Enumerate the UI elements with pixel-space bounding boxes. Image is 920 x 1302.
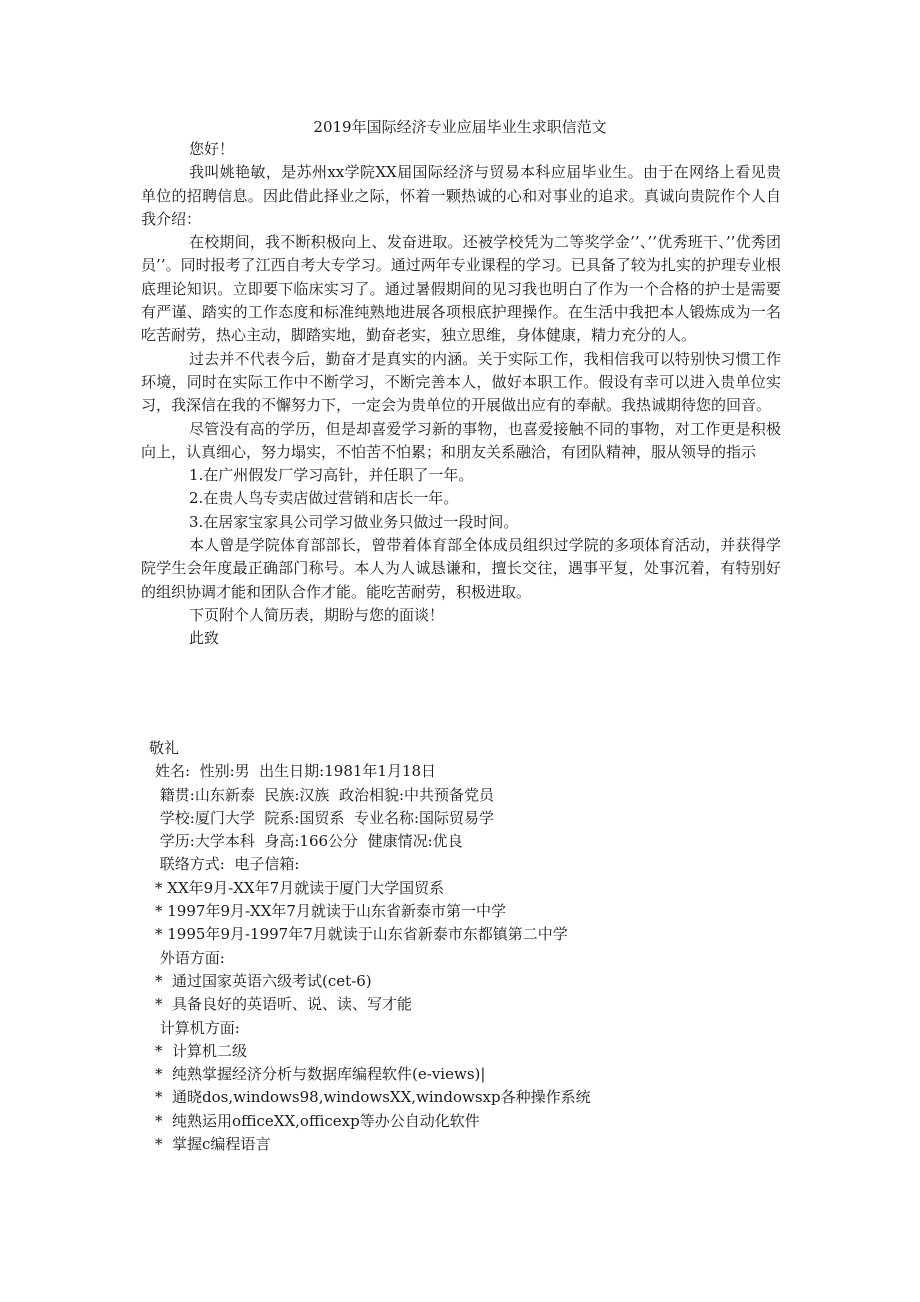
paragraph-intro: 我叫姚艳敏，是苏州xx学院XX届国际经济与贸易本科应届毕业生。由于在网络上看见贵单位的招聘信息。因此借此择业之际，怀着一颗热诚的心和对事业的追求。真诚向贵院作个人自我介绍： — [141, 163, 781, 228]
info-row: * 掌握c编程语言 — [155, 1135, 271, 1154]
info-row: 学校:厦门大学 院系:国贸系 专业名称:国际贸易学 — [155, 808, 495, 827]
experience-item: 1.在广州假发厂学习高针，并任职了一年。 — [189, 466, 474, 485]
info-row: * 通晓dos,windows98,windowsXX,windowsxp各种操作系统 — [155, 1088, 591, 1107]
resume-info — [149, 737, 591, 1156]
document-title: 2019年国际经济专业应届毕业生求职信范文 — [313, 118, 607, 136]
info-row: * 计算机二级 — [155, 1041, 248, 1060]
info-row: * 纯熟掌握经济分析与数据库编程软件(e-views)| — [155, 1065, 486, 1084]
info-row: * 具备良好的英语听、说、读、写才能 — [155, 995, 413, 1014]
greeting: 您好！ — [189, 140, 235, 158]
info-row: 学历:大学本科 身高:166公分 健康情况:优良 — [155, 832, 463, 851]
info-row: 计算机方面: — [155, 1018, 240, 1037]
info-row: * 1995年9月-1997年7月就读于山东省新泰市东都镇第二中学 — [155, 925, 568, 944]
sign-off-1: 此致 — [189, 629, 220, 648]
info-row: 姓名: 性别:男 出生日期:1981年1月18日 — [155, 762, 437, 781]
info-row: 外语方面: — [155, 948, 225, 967]
paragraph-closing: 本人曾是学院体育部部长，曾带着体育部全体成员组织过学院的多项体育活动，并获得学院学生会年度最正确部门称号。本人为人诚恳谦和，擅长交往，遇事平复，处事沉着，有特别好的组织协调才能和团队合作才能。能吃苦耐劳，积极进取。 — [141, 536, 781, 601]
letter-body — [141, 138, 781, 651]
info-row: 联络方式: 电子信箱: — [155, 855, 300, 874]
info-row: * XX年9月-XX年7月就读于厦门大学国贸系 — [155, 878, 445, 897]
sign-off-2: 敬礼 — [149, 739, 180, 757]
experience-item: 2.在贵人鸟专卖店做过营销和店长一年。 — [189, 489, 459, 508]
experience-item: 3.在居家宝家具公司学习做业务只做过一段时间。 — [189, 512, 519, 531]
info-row: * 通过国家英语六级考试(cet-6) — [155, 971, 372, 990]
info-row: * 1997年9月-XX年7月就读于山东省新泰市第一中学 — [155, 902, 506, 921]
paragraph-work: 过去并不代表今后，勤奋才是真实的内涵。关于实际工作，我相信我可以特别快习惯工作环境，同时在实际工作中不断学习，不断完善本人，做好本职工作。假设有幸可以进入贵单位实习，我深信在我的不懈努力下，一定会为贵单位的开展做出应有的奉献。我热诚期待您的回音。 — [141, 349, 781, 415]
info-row: * 纯熟运用officeXX,officexp等办公自动化软件 — [155, 1111, 480, 1130]
info-row: 籍贯:山东新泰 民族:汉族 政治相貌:中共预备党员 — [155, 785, 495, 804]
paragraph-school: 在校期间，我不断积极向上、发奋进取。还被学校凭为二等奖学金’’、’’优秀班干、’’优秀团员’’。同时报考了江西自考大专学习。通过两年专业课程的学习。已具备了较为扎实的护理专业根底理论知识。立即要下临床实习了。通过暑假期间的见习我也明白了作为一个合格的护士是需要有严谨、踏实的工作态度和标准纯熟地进展各项根底护理操作。在生活中我把本人锻炼成为一名吃苦耐劳，热心主动，脚踏实地，勤奋老实，独立思维，身体健康，精力充分的人。 — [141, 233, 781, 345]
attachment-note: 下页附个人简历表，期盼与您的面谈！ — [189, 605, 445, 624]
paragraph-learning: 尽管没有高的学历，但是却喜爱学习新的事物，也喜爱接触不同的事物，对工作更是积极向上，认真细心，努力塌实，不怕苦不怕累；和朋友关系融洽，有团队精神，服从领导的指示 — [141, 419, 781, 461]
